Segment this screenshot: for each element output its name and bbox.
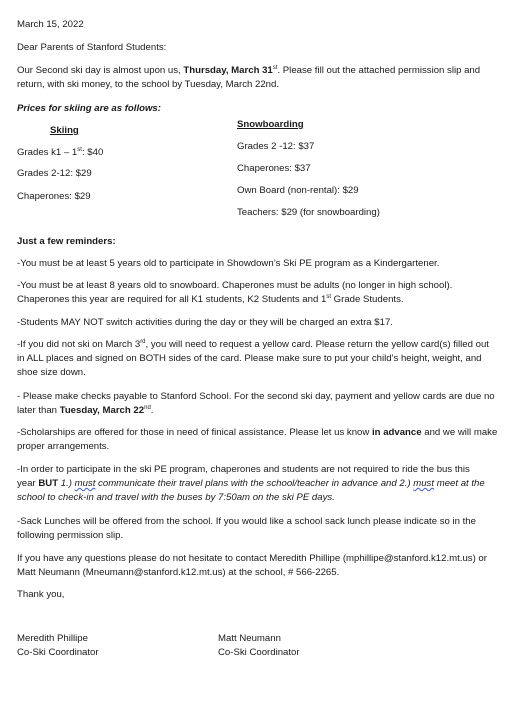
intro-paragraph: Our Second ski day is almost upon us, Thursday, March 31st. Please fill out the attached permission slip and return, with ski money, to the school by Tuesday, March 22nd. — [17, 64, 481, 90]
signer-title: Co-Ski Coordinator — [218, 646, 300, 658]
snowboard-price-teachers: Teachers: $29 (for snowboarding) — [237, 207, 380, 218]
prices-heading: Prices for skiing are as follows: — [17, 103, 161, 114]
skiing-price-grades-2-12: Grades 2-12: $29 — [17, 168, 92, 179]
reminder-sack-lunches: -Sack Lunches will be offered from the school. If you would like a school sack lunch please indicate so in the following permission slip. — [17, 516, 476, 541]
closing: Thank you, — [17, 589, 65, 600]
reminder-snowboard-age: -You must be at least 8 years old to snowboard. Chaperones must be adults (no longer in high school). Chaperones this year are required for all K1 students, K2 Students and 1st Grade Students. — [17, 280, 453, 305]
letter-date: March 15, 2022 — [17, 19, 84, 30]
reminders-heading: Just a few reminders: — [17, 236, 116, 247]
signer-name: Matt Neumann — [218, 633, 281, 644]
signer-title: Co-Ski Coordinator — [17, 646, 99, 658]
signer-name: Meredith Phillipe — [17, 633, 88, 644]
snowboarding-heading: Snowboarding — [237, 119, 304, 130]
signature-block-left — [17, 632, 99, 660]
snowboard-price-chaperones: Chaperones: $37 — [237, 163, 311, 174]
reminder-checks: - Please make checks payable to Stanford School. For the second ski day, payment and yellow cards are due no later than Tuesday, March 22nd. — [17, 391, 495, 416]
skiing-heading: Skiing — [50, 125, 79, 136]
reminder-bus-travel: -In order to participate in the ski PE program, chaperones and students are not required to ride the bus this year BUT 1.) must communicate their travel plans with the school/teacher in advance and 2.) must meet at the school to check-in and travel with the buses by 7:50am on the ski PE days. — [17, 464, 485, 503]
salutation: Dear Parents of Stanford Students: — [17, 42, 167, 53]
reminder-yellow-card: -If you did not ski on March 3rd, you will need to request a yellow card. Please return the yellow card(s) filled out in ALL places and signed on BOTH sides of the card. Please make sure to put your child’s height, weight, and shoe size down. — [17, 338, 489, 378]
reminder-age-ski: -You must be at least 5 years old to participate in Showdown’s Ski PE program as a Kindergartener. — [17, 258, 440, 269]
skiing-price-chaperones: Chaperones: $29 — [17, 191, 91, 202]
skiing-price-k1: Grades k1 – 1st: $40 — [17, 146, 104, 158]
snowboard-price-own-board: Own Board (non-rental): $29 — [237, 185, 359, 196]
contact-paragraph: If you have any questions please do not hesitate to contact Meredith Phillipe (mphillipe@stanford.k12.mt.us) or Matt Neumann (Mneumann@stanford.k12.mt.us) at the school, # 566-2265. — [17, 553, 487, 578]
signature-block-right — [218, 632, 300, 660]
snowboard-price-grades-2-12: Grades 2 -12: $37 — [237, 141, 315, 152]
reminder-no-switch: -Students MAY NOT switch activities during the day or they will be charged an extra $17. — [17, 317, 393, 328]
reminder-scholarships: -Scholarships are offered for those in need of finical assistance. Please let us know in advance and we will make proper arrangements. — [17, 427, 498, 452]
